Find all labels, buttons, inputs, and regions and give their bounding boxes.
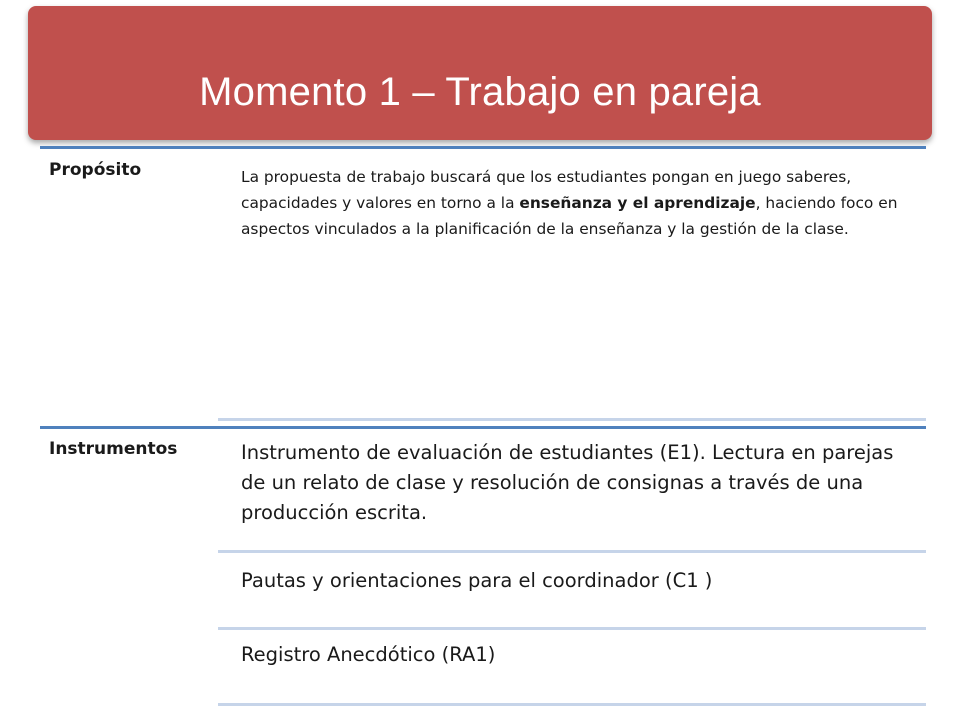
instrument-item: Pautas y orientaciones para el coordinador (C1 ) (241, 569, 713, 592)
purpose-top-rule (40, 146, 926, 149)
purpose-text-part1: La propuesta de trabajo buscará que los estudiantes pongan en juego saberes, capacidades y valores en torno a la (241, 168, 852, 212)
slide-title: Momento 1 – Trabajo en pareja (199, 69, 761, 114)
instrument-divider (218, 703, 926, 706)
instrument-item: Registro Anecdótico (RA1) (241, 643, 496, 666)
instrument-divider (218, 550, 926, 553)
instruments-top-rule (40, 426, 926, 429)
purpose-bottom-rule (218, 418, 926, 421)
instrument-item: Instrumento de evaluación de estudiantes (E1). Lectura en parejas de un relato de clase y resolución de consignas a través de una producción escrita. (241, 441, 894, 524)
purpose-text-bold: enseñanza y el aprendizaje (519, 194, 756, 212)
purpose-text-part2: , haciendo foco en aspectos vinculados a la planificación de la enseñanza y la gestión de la clase. (241, 194, 898, 238)
instruments-label: Instrumentos (49, 439, 178, 459)
purpose-label: Propósito (49, 160, 142, 180)
title-banner (28, 6, 932, 140)
instrument-divider (218, 627, 926, 630)
purpose-text (241, 164, 921, 242)
